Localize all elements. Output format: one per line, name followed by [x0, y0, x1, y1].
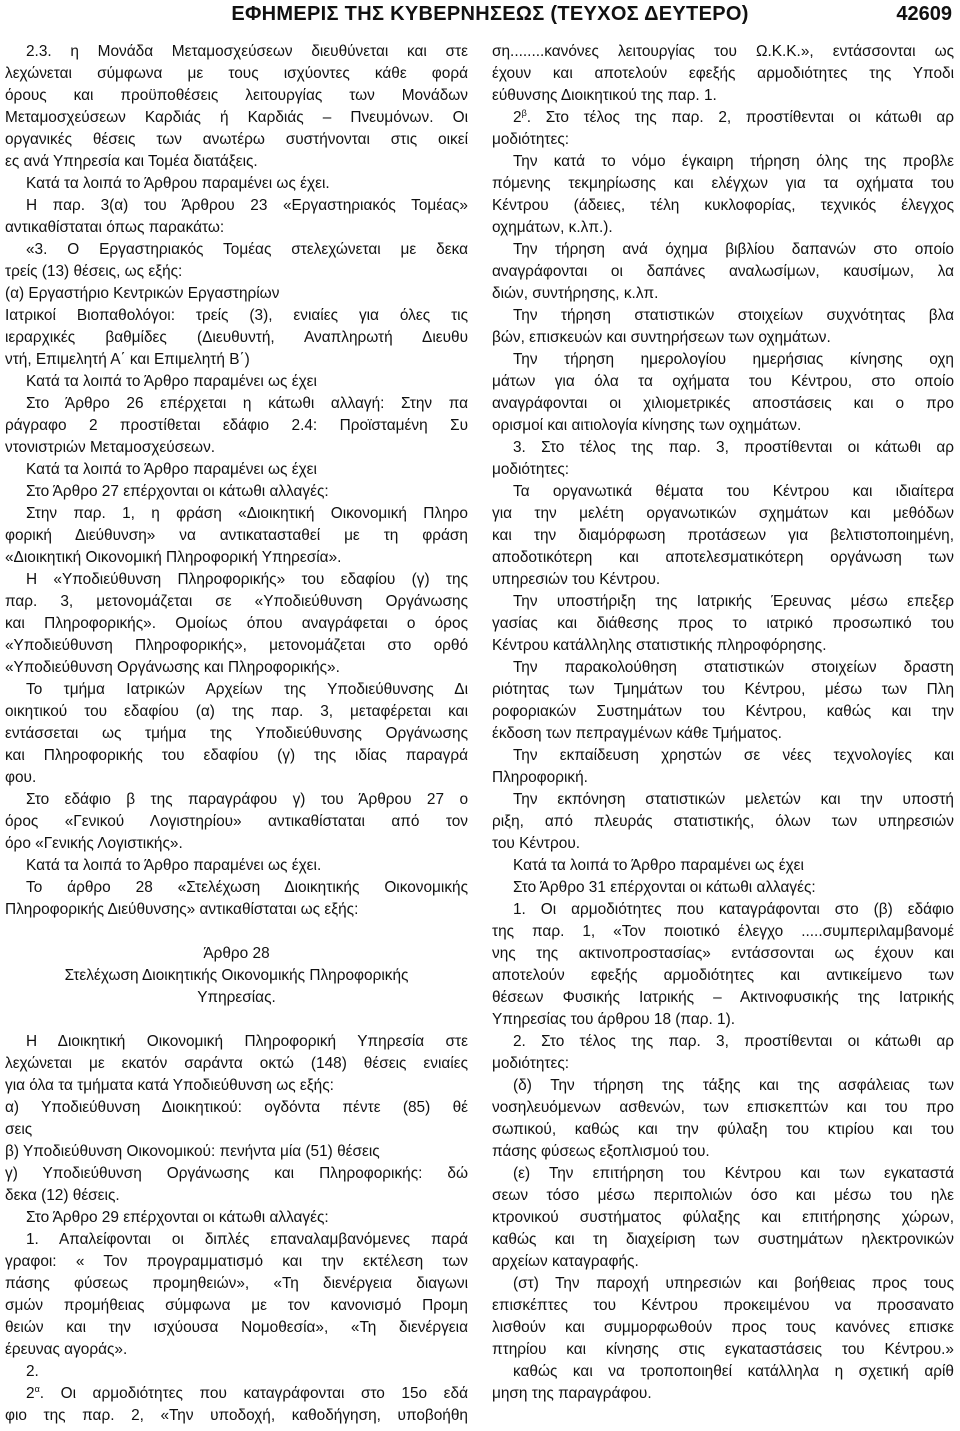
text-line: της παρ. 1, «Τον ποιοτικό έλεγχο .....συμπεριλαμβανομέ [492, 923, 954, 940]
page-number: 42609 [896, 3, 952, 25]
text-line: θέσεων Φυσικής Ιατρικής – Ακτινοφυσικής της Ιατρικής [492, 989, 954, 1006]
text-line: ροφοριακών Συστημάτων του Κέντρου, καθώς και την [492, 703, 954, 720]
text-line: ιεραρχικές βαθμίδες (Διευθυντή, Αναπληρωτή Διευθυ [5, 329, 468, 346]
text-line: ράγραφο 2 προστίθεται εδάφιο 2.4: Προϊσταμένη Συ [5, 417, 468, 434]
superscript: α [34, 1383, 40, 1394]
text-line: μοδιότητες: [492, 131, 570, 148]
text-line: έχουν και αποτελούν εφεξής αρμοδιότητες της Υποδι [492, 65, 954, 82]
text-line: «3. Ο Εργαστηριακός Τομέας στελεχώνεται με δεκα [26, 241, 468, 258]
text-line: οικητικού του εδαφίου (α) της παρ. 3, μεταφέρεται και [5, 703, 468, 720]
text-line: μοδιότητες: [492, 461, 570, 478]
text-line: (ε) Την επιτήρηση του Κέντρου και των εγκαταστά [513, 1165, 954, 1182]
text-line: πάσης φύσεως προμηθειών», «Τη διενέργεια διαγωνι [5, 1275, 468, 1292]
text-line: β) Υποδιεύθυνση Οικονομικού: πενήντα μία (51) θέσεις [5, 1143, 380, 1160]
text-line: οργανικές θέσεις των ανωτέρω συστήνονται στις οικεί [5, 131, 468, 148]
text-line: νοσηλευόμενων ασθενών, των επισκεπτών και του προ [492, 1099, 954, 1116]
text-line: Η «Υποδιεύθυνση Πληροφορικής» του εδαφίου (γ) της [26, 571, 468, 588]
text-line: μάτων για όλα τα οχήματα του Κέντρου, στο οποίο [492, 373, 954, 390]
text-line: αναγράφονται οι δαπάνες αναλωσίμων, καυσίμων, λα [492, 263, 954, 280]
text-line: Τα οργανωτικά θέματα του Κέντρου και ιδιαίτερα [513, 483, 954, 500]
text-line: (δ) Την τήρηση της τάξης και της ασφάλειας των [513, 1077, 954, 1094]
text-line: Κέντρου (άδειες, τέλη κυκλοφορίας, τεχνικός έλεγχος [492, 197, 954, 214]
text-line: γραφοι: « Τον προγραμματισμό και την εκτέλεση των [5, 1253, 468, 1270]
text-line: καθώς και να τροποποιηθεί κατάλληλα η σχετική αρίθ [513, 1363, 954, 1380]
text-line: καθώς και τη διαχείριση των συστημάτων ηλεκτρονικών [492, 1231, 954, 1248]
text-line: ντονιστριών Μεταμοσχεύσεων. [5, 439, 216, 456]
text-line: και την διαμόρφωση προτάσεων για βελτιστοποιημένη, [492, 527, 954, 544]
text-line: όρο «Γενικής Λογιστικής». [5, 835, 183, 852]
text-line: ντή, Επιμελητή Α΄ και Επιμελητή Β΄) [5, 351, 250, 368]
text-line: Την εκπόνηση στατιστικών μελετών και την υποστή [513, 791, 954, 808]
text-line: Την υποστήριξη της Ιατρικής Έρευνας μέσω επεξερ [513, 593, 954, 610]
text-line: α) Υποδιεύθυνση Διοικητικού: ογδόντα πέντε (85) θέ [5, 1099, 468, 1116]
text-line: Πληροφορικής Διεύθυνσης» αντικαθίσταται ως εξής: [5, 901, 359, 918]
text-line: υπηρεσιών του Κέντρου. [492, 571, 661, 588]
text-line [492, 107, 954, 129]
text-line: κτρονικού συστήματος φύλαξης και επιτήρησης χώρων, [492, 1209, 954, 1226]
article-title: Στελέχωση Διοικητικής Οικονομικής Πληροφορικής [64, 967, 409, 984]
text-line: αντικαθίσταται όπως παρακάτω: [5, 219, 225, 236]
text-line: εύθυνσης Διοικητικού της παρ. 1. [492, 87, 717, 104]
text-line: έκδοση των πεπραγμένων κάθε Τμήματος. [492, 725, 782, 742]
text-line: (α) Εργαστήριο Κεντρικών Εργαστηρίων [5, 285, 280, 302]
text-line: γασίας και διάθεσης προς το ιατρικό προσωπικό του [492, 615, 954, 632]
text-line: Την τήρηση ανά όχημα βιβλίου δαπανών στο οποίο [513, 241, 954, 258]
text-fragment: . Οι αρμοδιότητες που καταγράφονται στο 15ο εδά [39, 1385, 468, 1402]
text-line: σωπικού, καθώς και την φύλαξη του κτιρίου και του [492, 1121, 954, 1138]
text-line: γ) Υποδιεύθυνση Οργάνωσης και Πληροφορικής: δώ [5, 1165, 468, 1182]
text-line: σεων τόσο μέσω περιπολιών όσο και μέσω του ηλε [492, 1187, 954, 1204]
text-line: Κατά τα λοιπά το Άρθρο παραμένει ως έχει [26, 373, 317, 390]
text-line: για όλα τα τμήματα κατά Υποδιεύθυνση ως εξής: [5, 1077, 334, 1094]
text-line: παρ. 3, μετονομάζεται σε «Υποδιεύθυνση Οργάνωσης [5, 593, 468, 610]
text-line: αρχείων καταγραφής. [492, 1253, 639, 1270]
text-line: μηση της παραγράφου. [492, 1385, 652, 1402]
text-line: φιο της παρ. 2, «Την υποδοχή, καθοδήγηση, υποβοήθη [5, 1407, 468, 1424]
text-line: 1. Απαλείφονται οι διπλές επαναλαμβανόμενες παρά [26, 1231, 468, 1248]
text-line: Την τήρηση στατιστικών στοιχείων συχνότητας βλα [513, 307, 954, 324]
text-line: αποδοτικότερη και αποτελεσματικότερη οργάνωση των [492, 549, 954, 566]
text-line: ριότητας των Τμημάτων του Κέντρου, μέσω των Πλη [492, 681, 954, 698]
text-line: πόμενης τεκμηρίωσης και ελέγχων για τα οχήματα του [492, 175, 954, 192]
text-fragment: 2 [26, 1385, 35, 1402]
page-header [0, 0, 960, 40]
text-line: Την εκπαίδευση χρηστών σε νέες τεχνολογίες και [513, 747, 954, 764]
text-line: λεχώνεται με εκατόν σαράντα οκτώ (148) θέσεις ενιαίες [5, 1055, 468, 1072]
text-line: και Πληροφορικής». Ομοίως όπου αναγράφεται ο όρος [5, 615, 468, 632]
text-line: σμών προμήθειας σύμφωνα με τον κανονισμό Προμη [5, 1297, 468, 1314]
text-line: Το άρθρο 28 «Στελέχωση Διοικητικής Οικονομικής [26, 879, 468, 896]
text-line: φου. [5, 769, 37, 786]
text-line: διών, συντήρησης, κ.λπ. [492, 285, 659, 302]
text-line: δεκα (12) θέσεις. [5, 1187, 120, 1204]
text-line: για την μελέτη οργανωτικών σχημάτων και μεθόδων [492, 505, 954, 522]
left-column [5, 41, 468, 1427]
text-line: σεις [5, 1121, 33, 1138]
text-line: επισκέπτες του Κέντρου προκειμένου να προσανατο [492, 1297, 954, 1314]
text-fragment: 2 [513, 109, 522, 126]
text-line: εντάσσεται ως τμήμα της Υποδιεύθυνσης Οργάνωσης [5, 725, 468, 742]
text-line: Την παρακολούθηση στατιστικών στοιχείων δραστη [513, 659, 954, 676]
text-line: Κατά τα λοιπά το Άρθρο παραμένει ως έχει [26, 461, 317, 478]
text-line: αποτελούν εφεξής αρμοδιότητες και αντικείμενο των [492, 967, 954, 984]
text-line: μοδιότητες: [492, 1055, 570, 1072]
text-line: (στ) Την παροχή υπηρεσιών και βοήθειας προς τους [513, 1275, 954, 1292]
article-title: Υπηρεσίας. [197, 989, 276, 1006]
text-line: νης της ακτινοπροστασίας» εντάσσονται ως έχουν και [492, 945, 954, 962]
text-line: τρείς (13) θέσεις, ως εξής: [5, 263, 183, 280]
text-line: Υπηρεσίας του άρθρου 18 (παρ. 1). [492, 1011, 735, 1028]
text-line: πάσης φύσεως εξοπλισμού του. [492, 1143, 710, 1160]
text-line: αναγράφονται οι χιλιομετρικές αποστάσεις και ο προ [492, 395, 954, 412]
text-fragment: . Στο τέλος της παρ. 2, προστίθενται οι κάτωθι αρ [526, 109, 954, 126]
text-line: ση........κανόνες λειτουργίας του Ω.Κ.Κ.», εντάσσονται ως [492, 43, 954, 60]
text-line: Την κατά το νόμο έγκαιρη τήρηση όλης της προβλε [513, 153, 954, 170]
text-line: λισθούν και συμμορφωθούν προς τους κανόνες επισκε [492, 1319, 954, 1336]
text-line: όρος «Γενικού Λογιστηρίου» αντικαθίσταται από τον [5, 813, 468, 830]
text-line: Ιατρικοί Βιοπαθολόγοι: τρείς (3), ενιαίες για όλες τις [5, 307, 468, 324]
text-line: Κατά τα λοιπά το Άρθρο παραμένει ως έχει [513, 857, 804, 874]
text-line: Στην παρ. 1, η φράση «Διοικητική Οικονομική Πληρο [26, 505, 468, 522]
text-line: «Διοικητική Οικονομική Πληροφορική Υπηρεσία». [5, 549, 342, 566]
text-line: Την τήρηση ημερολογίου ημερήσιας κίνησης οχη [513, 351, 954, 368]
text-line: ορισμοί και αιτιολογία κίνησης των οχημάτων. [492, 417, 802, 434]
text-line: 3. Στο τέλος της παρ. 3, προστίθενται οι κάτωθι αρ [513, 439, 954, 456]
text-line: Στο Άρθρο 27 επέρχονται οι κάτωθι αλλαγές: [26, 483, 329, 500]
text-line: Κατά τα λοιπά το Άρθρου παραμένει ως έχει. [26, 175, 330, 192]
text-line: ριξη, από πλευράς στατιστικής, όλων των υπηρεσιών [492, 813, 954, 830]
text-line: Η παρ. 3(α) του Άρθρου 23 «Εργαστηριακός Τομέας» [26, 197, 468, 214]
text-line: Στο Άρθρο 29 επέρχονται οι κάτωθι αλλαγές: [26, 1209, 329, 1226]
article-heading: Άρθρο 28 [203, 945, 270, 962]
gazette-title: ΕΦΗΜΕΡΙΣ ΤΗΣ ΚΥΒΕΡΝΗΣΕΩΣ (ΤΕΥΧΟΣ ΔΕΥΤΕΡΟ) [231, 3, 749, 25]
text-line: φορική Διεύθυνση» να αντικατασταθεί με τη φράση [5, 527, 468, 544]
text-line: Κέντρου κατάλληλης στατιστικής πληροφόρησης. [492, 637, 827, 654]
text-line: λεχώνεται σύμφωνα με τους ισχύοντες κάθε φορά [5, 65, 468, 82]
right-column [492, 41, 954, 1405]
text-line: οχημάτων, κ.λπ.). [492, 219, 613, 236]
text-line: Το τμήμα Ιατρικών Αρχείων της Υποδιεύθυνσης Δι [26, 681, 468, 698]
blank-line [5, 921, 468, 943]
text-line: «Υποδιεύθυνση Πληροφορικής», μετονομάζεται στο ορθό [5, 637, 468, 654]
text-line: πτηρίου και κίνησης στις εγκαταστάσεις του Κέντρου.» [492, 1341, 954, 1358]
text-line: 2. Στο τέλος της παρ. 3, προστίθενται οι κάτωθι αρ [513, 1033, 954, 1050]
text-line: έρευνας αγοράς». [5, 1341, 128, 1358]
superscript: β [521, 107, 527, 118]
text-line: Μεταμοσχεύσεων Καρδιάς ή Καρδιάς – Πνευμόνων. Οι [5, 109, 468, 126]
text-line: «Υποδιεύθυνση Οργάνωσης και Πληροφορικής». [5, 659, 340, 676]
text-line: ες ανά Υπηρεσία και Τομέα διατάξεις. [5, 153, 258, 170]
text-line: θειών και την ισχύουσα Νομοθεσία», «Τη διενέργεια [5, 1319, 468, 1336]
text-line: Στο Άρθρο 26 επέρχεται η κάτωθι αλλαγή: Στην πα [26, 395, 468, 412]
text-line: Στο εδάφιο β της παραγράφου γ) του Άρθρου 27 ο [26, 791, 468, 808]
text-line: βών, επισκευών και συντηρήσεων των οχημάτων. [492, 329, 831, 346]
text-line: 1. Οι αρμοδιότητες που καταγράφονται στο (β) εδάφιο [513, 901, 954, 918]
text-line: Στο Άρθρο 31 επέρχονται οι κάτωθι αλλαγές: [513, 879, 816, 896]
text-line: Πληροφορική. [492, 769, 588, 786]
text-line: όρους και προϋποθέσεις λειτουργίας των Μονάδων [5, 87, 468, 104]
text-line [5, 1383, 468, 1405]
text-line: και Πληροφορικής του εδαφίου (γ) της ιδίας παραγρά [5, 747, 468, 764]
text-line: Η Διοικητική Οικονομική Πληροφορική Υπηρεσία στε [26, 1033, 468, 1050]
text-line: του Κέντρου. [492, 835, 581, 852]
blank-line [5, 1009, 468, 1031]
text-line: 2.3. η Μονάδα Μεταμοσχεύσεων διευθύνεται και στε [26, 43, 468, 60]
text-line: Κατά τα λοιπά το Άρθρο παραμένει ως έχει. [26, 857, 322, 874]
text-line: 2. [26, 1363, 39, 1380]
